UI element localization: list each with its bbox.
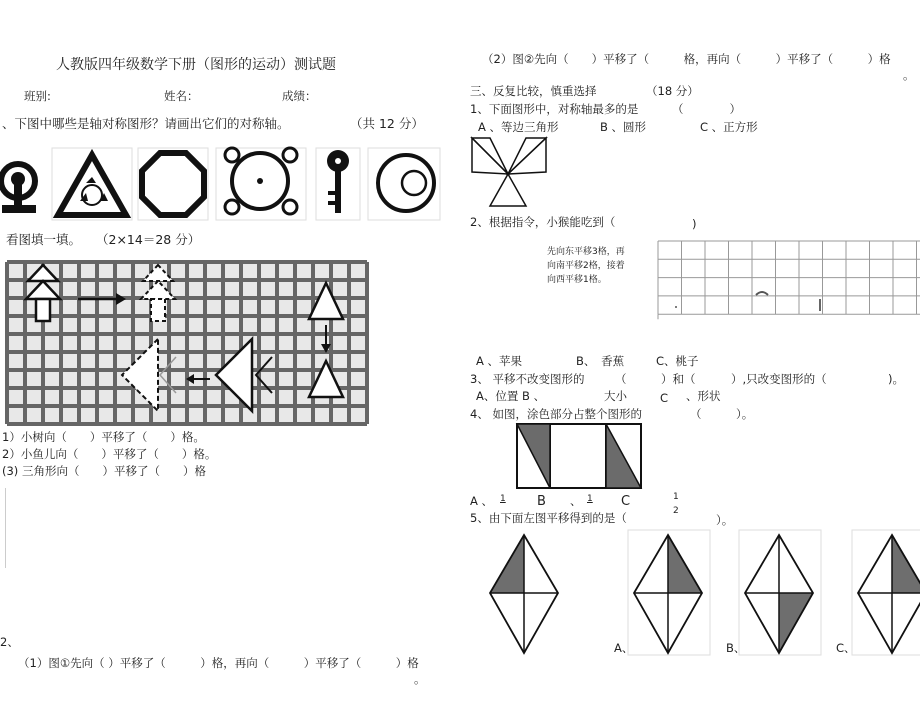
section3-score: （18 分）: [646, 84, 699, 98]
tree-trunk: [36, 299, 50, 321]
q2-option-c: C、桃子: [656, 354, 699, 368]
q4-option-c: C: [621, 494, 631, 509]
q4-option-c-numerator: 1: [673, 492, 679, 502]
section3-heading: 三、反复比较，慎重选择: [470, 84, 597, 98]
q5-label-c: C、: [836, 641, 856, 655]
q4-option-c-denominator: 2: [673, 506, 679, 516]
q2-option-b: B、 香蕉: [576, 354, 625, 368]
q2-instruction-2: 向南平移2格，接着: [547, 261, 625, 271]
page-title: 人教版四年级数学下册（图形的运动）测试题: [56, 57, 336, 73]
q3-option-b: 大小: [604, 389, 627, 403]
q4-option-a: A 、: [470, 494, 494, 508]
q2b-line2-period: 。: [903, 68, 915, 82]
section1-heading: 、下图中哪些是轴对称图形？请画出它们的对称轴。: [2, 116, 290, 131]
q2-line-2: 2）小鱼儿向（ ）平移了（ ）格。: [2, 447, 217, 461]
margin-line: [5, 488, 6, 568]
shaded-rectangle-figure: [516, 423, 642, 491]
q2b-line-1: （1）图①先向（ ）平移了（ ）格，再向（ ）平移了（ ）格: [18, 656, 419, 670]
q4-blank: （ ）。: [690, 407, 754, 421]
section2-score: （2×14＝28 分）: [96, 232, 201, 247]
q3-end: )。: [888, 372, 904, 386]
q3-blank-1: （ ）和（: [615, 372, 696, 386]
kite-figures: [480, 530, 920, 655]
q2-instruction-1: 先向东平移3格，再: [547, 247, 625, 257]
q4-option-a-value: 1: [500, 494, 506, 504]
section2-heading: 看图填一填。: [6, 232, 82, 247]
class-label: 班别:: [24, 89, 51, 103]
q4-option-b-value: 1: [587, 494, 593, 504]
q2b-line-2: （2）图②先向（ ）平移了（ 格，再向（ ）平移了（ ）格: [482, 52, 891, 66]
q4-option-b-sep: 、: [570, 494, 582, 508]
q5-label-a: A、: [614, 641, 634, 655]
q2-instruction-3: 向西平移1格。: [547, 275, 607, 285]
q2b-line1-period: 。: [414, 672, 426, 686]
q4-option-b: B: [537, 494, 546, 509]
q3-text: 3、 平移不改变图形的: [470, 372, 585, 386]
q3-option-c: 、形状: [686, 389, 721, 403]
q3-option-a: A、位置 B 、: [476, 389, 546, 403]
fruit-dot-icon: [675, 306, 677, 308]
triangles-figure: [470, 136, 550, 208]
circle-dots-icon: [225, 148, 297, 214]
q1-blank: （ ）: [672, 102, 741, 116]
name-label: 姓名：: [164, 89, 199, 103]
concentric-circles-icon: [378, 155, 434, 211]
monkey-icon: [756, 292, 768, 295]
tree-dashed-trunk: [151, 299, 165, 321]
recycle-triangle-icon: [58, 155, 126, 215]
q2-text: 2、根据指令，小猴能吃到（: [470, 215, 616, 229]
q2-line-3: (3) 三角形向（ ）平移了（ ）格: [2, 464, 206, 478]
q5-text: 5、由下面左图平移得到的是（: [470, 511, 627, 525]
q5-close: ）。: [716, 513, 734, 527]
kite-outline: [858, 535, 920, 653]
section1-score: （共 12 分）: [350, 116, 424, 131]
q2-line-1: 1）小树向（ ）平移了（ ）格。: [2, 430, 205, 444]
monkey-grid-figure: [658, 241, 920, 351]
score-label: 成绩：: [282, 89, 317, 103]
q3-option-c-letter: C: [660, 391, 669, 405]
q1-text: 1、下面图形中，对称轴最多的是: [470, 102, 639, 116]
q1-option-c: C 、正方形: [700, 120, 758, 134]
q3-blank-2: ）,只改变图形的（: [731, 372, 873, 386]
q2b-number: 2、: [0, 635, 19, 649]
octagon-icon: [142, 153, 204, 215]
translation-grid-figure: [0, 253, 370, 423]
symbol-figures: [0, 143, 440, 223]
ring-symbol-icon: [1, 164, 36, 213]
q5-label-b: B、: [726, 641, 746, 655]
q1-option-b: B 、圆形: [600, 120, 647, 134]
q1-option-a: A 、等边三角形: [478, 120, 559, 134]
q2-close: ): [692, 217, 697, 231]
key-icon: [327, 150, 349, 213]
q2-option-a: A 、苹果: [476, 354, 523, 368]
q4-text: 4、 如图，涂色部分占整个图形的: [470, 407, 642, 421]
